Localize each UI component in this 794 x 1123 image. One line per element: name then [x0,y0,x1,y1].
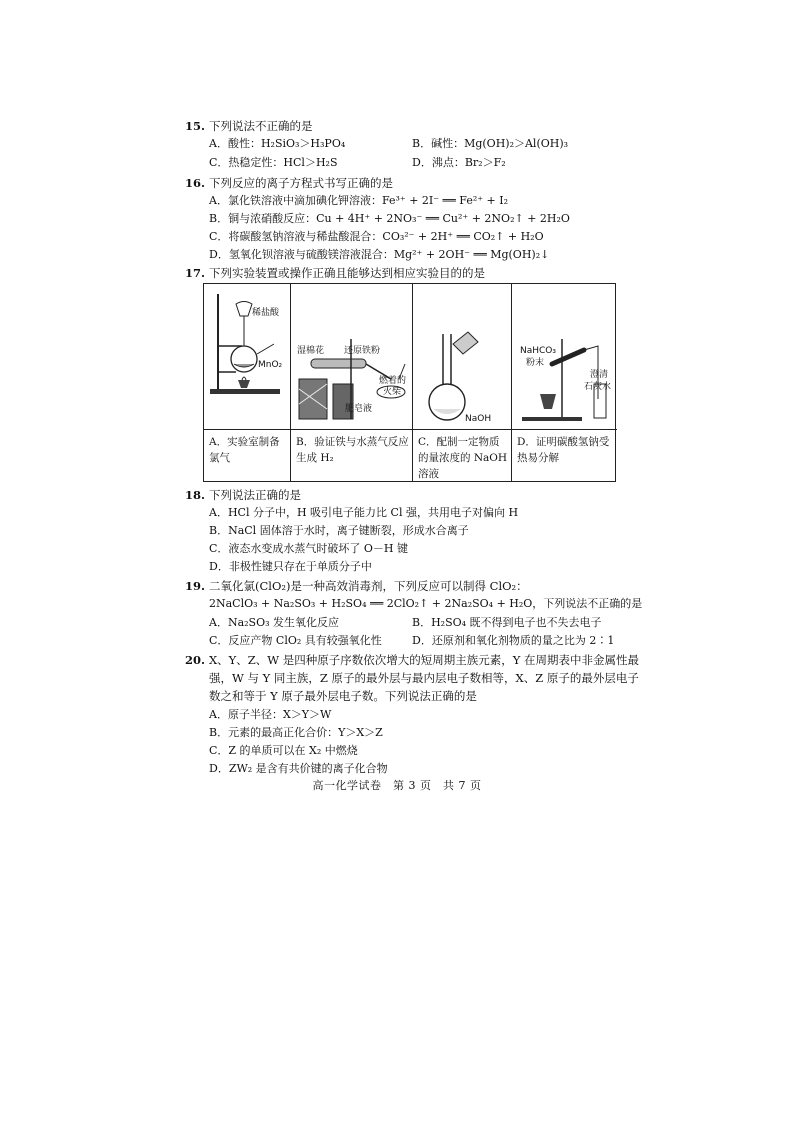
question-17-stem [185,265,485,281]
label-reduced-iron: 还原铁粉 [344,346,381,356]
apparatus-table [203,283,616,482]
page-footer: 高一化学试卷 第 3 页 共 7 页 [312,779,482,792]
caption-c: C．配制一定物质的量浓度的 NaOH 溶液 [418,436,508,480]
divider [204,429,290,430]
bicarbonate-decomposition-illustration [512,284,617,429]
label-match: 火柴 [383,387,402,397]
option-d: D．沸点：Br₂＞F₂ [412,156,506,169]
apparatus-cell-b [291,284,413,481]
option-a: A．氯化铁溶液中滴加碘化钾溶液：Fe³⁺ + 2I⁻ ══ Fe²⁺ + I₂ [209,194,509,207]
question-number: 19. [185,579,206,593]
question-text: 下列实验装置或操作正确且能够达到相应实验目的的是 [209,266,485,280]
divider [512,429,617,430]
question-20-stem [185,652,639,668]
option-c: C．热稳定性：HCl＞H₂S [209,156,338,169]
question-text: 下列说法正确的是 [209,488,301,502]
label-powder: 粉末 [526,358,545,368]
option-a: A．原子半径：X＞Y＞W [209,708,332,721]
question-19-equation: 2NaClO₃ + Na₂SO₃ + H₂SO₄ ══ 2ClO₂↑ + 2Na₂SO₄ + H₂O，下列说法不正确的是 [209,597,643,610]
question-20-stem-line-2: 强，W 与 Y 同主族，Z 原子的最外层与最内层电子数相等，X、Z 原子的最外层电子 [209,671,639,685]
option-c: C．Z 的单质可以在 X₂ 中燃烧 [209,744,358,757]
question-18-stem [185,487,301,503]
divider [413,429,511,430]
question-text: 二氧化氯(ClO₂)是一种高效消毒剂，下列反应可以制得 ClO₂： [209,579,528,593]
caption-d: D．证明碳酸氢钠受热易分解 [517,436,610,464]
question-number: 15. [185,119,206,133]
option-d: D．还原剂和氧化剂物质的量之比为 2∶1 [412,634,615,647]
question-text: X、Y、Z、W 是四种原子序数依次增大的短周期主族元素，Y 在周期表中非金属性最 [209,653,639,667]
option-c: C．将碳酸氢钠溶液与稀盐酸混合：CO₃²⁻ + 2H⁺ ══ CO₂↑ + H₂O [209,230,544,243]
question-19-stem [185,578,528,594]
option-c: C．液态水变成水蒸气时破坏了 O－H 键 [209,542,409,555]
option-a: A．Na₂SO₃ 发生氧化反应 [209,616,339,629]
caption-b: B．验证铁与水蒸气反应生成 H₂ [296,436,409,464]
option-d: D．ZW₂ 是含有共价键的离子化合物 [209,762,388,775]
caption-a: A．实验室制备氯气 [209,436,280,464]
label-limewater: 石灰水 [584,382,612,392]
question-number: 18. [185,488,206,502]
label-burning: 燃着的 [379,376,407,386]
question-16-stem [185,175,393,191]
label-clear: 澄清 [590,370,609,380]
option-b: B．H₂SO₄ 既不得到电子也不失去电子 [412,616,602,629]
question-text: 下列反应的离子方程式书写正确的是 [209,176,393,190]
apparatus-cell-d [512,284,617,481]
option-a: A．酸性：H₂SiO₃＞H₃PO₄ [209,137,346,150]
label-wet-cotton: 湿棉花 [297,346,325,356]
apparatus-cell-a [204,284,291,481]
question-number: 20. [185,653,206,667]
option-b: B．元素的最高正化合价：Y＞X＞Z [209,726,383,739]
label-soap-solution: 肥皂液 [345,404,373,414]
label-mno2: MnO₂ [258,360,283,370]
divider [291,429,412,430]
question-number: 17. [185,266,206,280]
option-d: D．氢氧化钡溶液与硫酸镁溶液混合：Mg²⁺ + 2OH⁻ ══ Mg(OH)₂↓ [209,248,550,261]
option-b: B．铜与浓硝酸反应：Cu + 4H⁺ + 2NO₃⁻ ══ Cu²⁺ + 2NO₂↑ + 2H₂O [209,212,570,225]
option-c: C．反应产物 ClO₂ 具有较强氧化性 [209,634,382,647]
option-a: A．HCl 分子中，H 吸引电子能力比 Cl 强，共用电子对偏向 H [209,506,519,519]
label-dilute-hcl: 稀盐酸 [252,308,280,318]
volumetric-flask-illustration [413,284,512,429]
option-b: B．NaCl 固体溶于水时，离子键断裂，形成水合离子 [209,524,469,537]
option-b: B．碱性：Mg(OH)₂＞Al(OH)₃ [412,137,569,150]
question-15-stem [185,118,313,134]
label-nahco3: NaHCO₃ [520,346,556,356]
option-d: D．非极性键只存在于单质分子中 [209,560,372,573]
question-number: 16. [185,176,206,190]
question-20-stem-line-3: 数之和等于 Y 原子最外层电子数。下列说法正确的是 [209,689,477,703]
question-text: 下列说法不正确的是 [209,119,313,133]
label-naoh: NaOH [465,414,492,424]
chlorine-generator-illustration [204,284,291,429]
apparatus-cell-c [413,284,512,481]
